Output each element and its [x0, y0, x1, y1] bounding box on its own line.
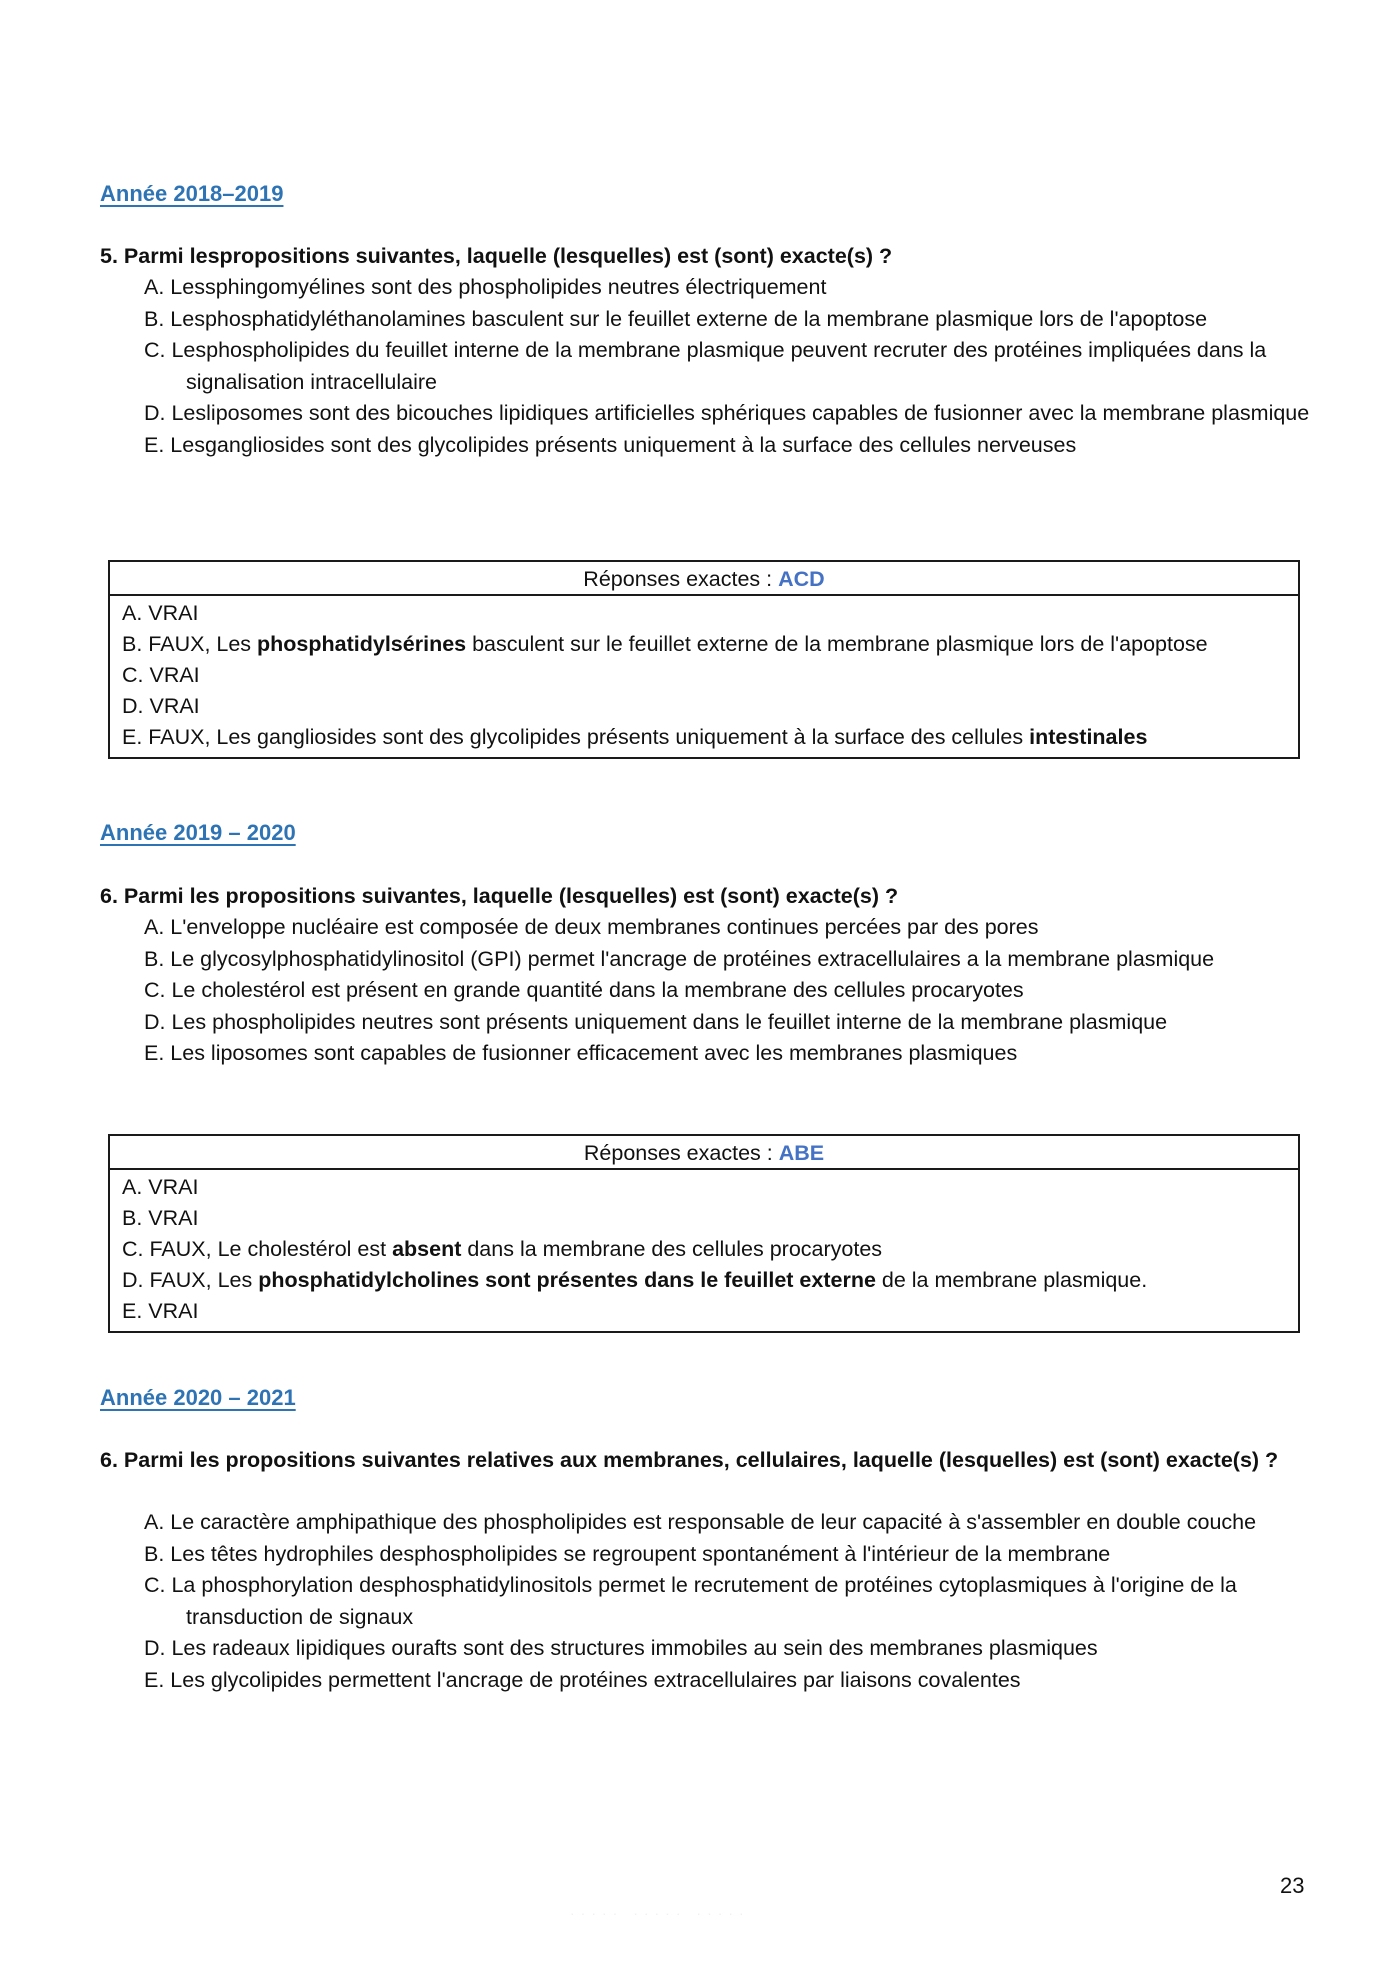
correction-c: C. VRAI	[122, 663, 200, 687]
options-list	[100, 272, 1340, 461]
correction-d: D. VRAI	[122, 694, 200, 718]
option-c: C. La phosphorylation desphosphatidylinositols permet le recrutement de protéines cytoplasmiques à l'origine de la transduction de signaux	[144, 1573, 1237, 1629]
answer-header	[110, 562, 1298, 596]
answer-header	[110, 1136, 1298, 1170]
correction-b: B. FAUX, Les phosphatidylsérines basculent sur le feuillet externe de la membrane plasmique lors de l'apoptose	[122, 632, 1208, 656]
options-list	[100, 912, 1340, 1070]
question-title: 6. Parmi les propositions suivantes relatives aux membranes, cellulaires, laquelle (lesquelles) est (sont) exacte(s) ?	[100, 1448, 1279, 1472]
option-d: D. Les phospholipides neutres sont présents uniquement dans le feuillet interne de la membrane plasmique	[144, 1009, 1168, 1034]
corrections-list	[110, 596, 1298, 757]
answer-box	[108, 560, 1300, 759]
question-title: 5. Parmi lespropositions suivantes, laquelle (lesquelles) est (sont) exacte(s) ?	[100, 244, 893, 268]
option-b: B. Le glycosylphosphatidylinositol (GPI) permet l'ancrage de protéines extracellulaires a la membrane plasmique	[144, 946, 1215, 971]
answer-label: Réponses exactes :	[583, 567, 779, 591]
answer-label: Réponses exactes :	[583, 1141, 779, 1165]
option-a: A. Le caractère amphipathique des phospholipides est responsable de leur capacité à s'assembler en double couche	[144, 1510, 1257, 1534]
correction-b: B. VRAI	[122, 1206, 199, 1230]
options-list	[100, 1507, 1340, 1696]
year-heading: Année 2018–2019	[100, 181, 284, 206]
option-e: E. Lesgangliosides sont des glycolipides présents uniquement à la surface des cellules nerveuses	[144, 432, 1077, 457]
answer-box	[108, 1134, 1300, 1333]
year-heading: Année 2019 – 2020	[100, 820, 296, 845]
correction-c: C. FAUX, Le cholestérol est absent dans la membrane des cellules procaryotes	[122, 1237, 883, 1261]
option-b: B. Les têtes hydrophiles desphospholipides se regroupent spontanément à l'intérieur de la membrane	[144, 1541, 1111, 1566]
answer-code: ABE	[778, 1141, 825, 1165]
correction-e: E. FAUX, Les gangliosides sont des glycolipides présents uniquement à la surface des cellules intestinales	[122, 725, 1148, 749]
correction-a: A. VRAI	[122, 1175, 199, 1199]
question-title: 6. Parmi les propositions suivantes, laquelle (lesquelles) est (sont) exacte(s) ?	[100, 884, 899, 908]
faint-footer-line: ····· ····· ·····	[570, 1905, 750, 1921]
answer-code: ACD	[778, 567, 825, 591]
option-b: B. Lesphosphatidyléthanolamines basculent sur le feuillet externe de la membrane plasmique lors de l'apoptose	[144, 306, 1208, 331]
option-d: D. Lesliposomes sont des bicouches lipidiques artificielles sphériques capables de fusionner avec la membrane plasmique	[144, 401, 1310, 425]
year-heading: Année 2020 – 2021	[100, 1385, 296, 1410]
option-a: A. L'enveloppe nucléaire est composée de deux membranes continues percées par des pores	[144, 915, 1039, 939]
option-e: E. Les liposomes sont capables de fusionner efficacement avec les membranes plasmiques	[144, 1041, 1018, 1065]
correction-a: A. VRAI	[122, 601, 199, 625]
option-c: C. Lesphospholipides du feuillet interne de la membrane plasmique peuvent recruter des protéines impliquées dans la signalisation intracellulaire	[144, 338, 1267, 394]
option-c: C. Le cholestérol est présent en grande quantité dans la membrane des cellules procaryotes	[144, 978, 1024, 1002]
corrections-list	[110, 1170, 1298, 1331]
page-number: 23	[1280, 1873, 1305, 1898]
correction-e: E. VRAI	[122, 1299, 199, 1323]
option-e: E. Les glycolipides permettent l'ancrage de protéines extracellulaires par liaisons covalentes	[144, 1667, 1021, 1692]
option-d: D. Les radeaux lipidiques ourafts sont des structures immobiles au sein des membranes plasmiques	[144, 1636, 1098, 1660]
option-a: A. Lessphingomyélines sont des phospholipides neutres électriquement	[144, 275, 827, 299]
correction-d: D. FAUX, Les phosphatidylcholines sont présentes dans le feuillet externe de la membrane plasmique.	[122, 1268, 1148, 1292]
